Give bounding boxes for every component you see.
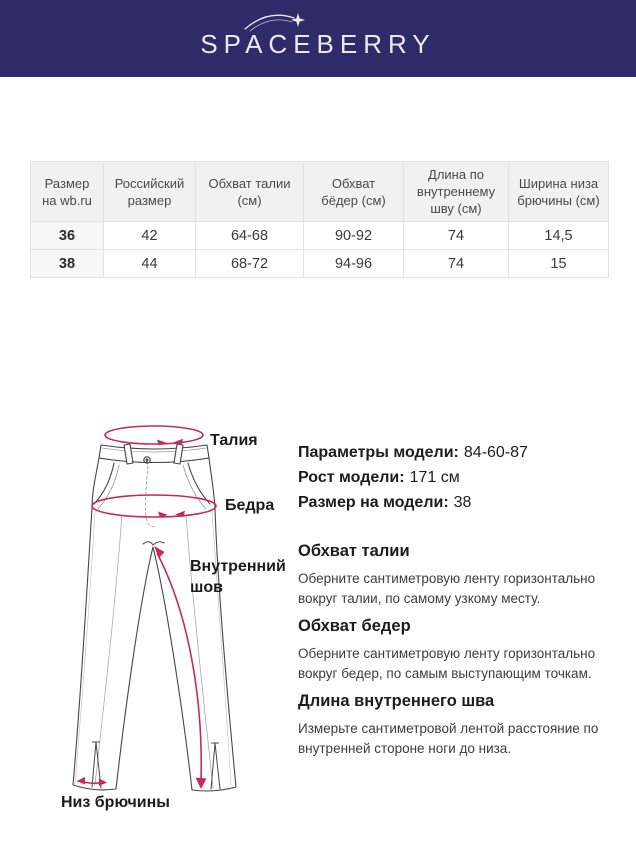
cell-inseam: 74 — [404, 222, 509, 250]
brand-name: SPACEBERRY — [200, 29, 436, 59]
pants-diagram — [40, 420, 302, 828]
inseam-guide-section — [298, 692, 628, 759]
pants-drawing — [40, 420, 302, 828]
cell-wb-size: 38 — [31, 250, 104, 278]
brand-header — [0, 0, 636, 77]
col-header-wb-size: Размер на wb.ru — [31, 162, 104, 222]
model-size-value: 38 — [453, 494, 472, 511]
cell-ru-size: 42 — [104, 222, 196, 250]
waist-guide-text: Оберните сантиметровую ленту горизонтально вокруг талии, по самому узкому месту. — [298, 571, 596, 606]
model-params-value: 84-60-87 — [463, 444, 528, 461]
cell-hem-width: 15 — [509, 250, 609, 278]
cell-hips: 94-96 — [304, 250, 404, 278]
size-table — [30, 161, 608, 278]
model-height-line — [298, 465, 628, 490]
hips-guide-section — [298, 617, 628, 684]
model-params-line — [298, 440, 628, 465]
cell-inseam: 74 — [404, 250, 509, 278]
cell-hem-width: 14,5 — [509, 222, 609, 250]
col-header-ru-size: Российский размер — [104, 162, 196, 222]
cell-waist: 68-72 — [196, 250, 304, 278]
model-info — [298, 440, 628, 515]
hips-guide-title: Обхват бедер — [298, 617, 411, 635]
table-row — [31, 222, 609, 250]
waist-guide-title: Обхват талии — [298, 542, 410, 560]
waist-guide-section — [298, 542, 628, 609]
table-header-row — [31, 162, 609, 222]
col-header-hips: Обхват бёдер (см) — [304, 162, 404, 222]
waist-label: Талия — [210, 432, 258, 449]
cell-waist: 64-68 — [196, 222, 304, 250]
model-params-label: Параметры модели: — [298, 444, 459, 461]
hips-guide-text: Оберните сантиметровую ленту горизонтально вокруг бедер, по самым выступающим точкам. — [298, 646, 596, 681]
hem-label: Низ брючины — [61, 794, 170, 811]
inseam-guide-text: Измерьте сантиметровой лентой расстояние по внутренней стороне ноги до низа. — [298, 721, 599, 756]
inseam-label: Внутренний шов — [190, 558, 286, 596]
table-row — [31, 250, 609, 278]
model-height-value: 171 см — [409, 469, 460, 486]
inseam-guide-title: Длина внутреннего шва — [298, 692, 495, 710]
col-header-waist: Обхват талии (см) — [196, 162, 304, 222]
col-header-hem-width: Ширина низа брючины (см) — [509, 162, 609, 222]
brand-logo — [200, 17, 435, 60]
cell-wb-size: 36 — [31, 222, 104, 250]
model-size-line — [298, 490, 628, 515]
shooting-star-icon — [242, 5, 312, 37]
model-height-label: Рост модели: — [298, 469, 405, 486]
hips-label: Бедра — [225, 497, 275, 514]
model-size-label: Размер на модели: — [298, 494, 449, 511]
col-header-inseam: Длина по внутреннему шву (см) — [404, 162, 509, 222]
cell-hips: 90-92 — [304, 222, 404, 250]
cell-ru-size: 44 — [104, 250, 196, 278]
